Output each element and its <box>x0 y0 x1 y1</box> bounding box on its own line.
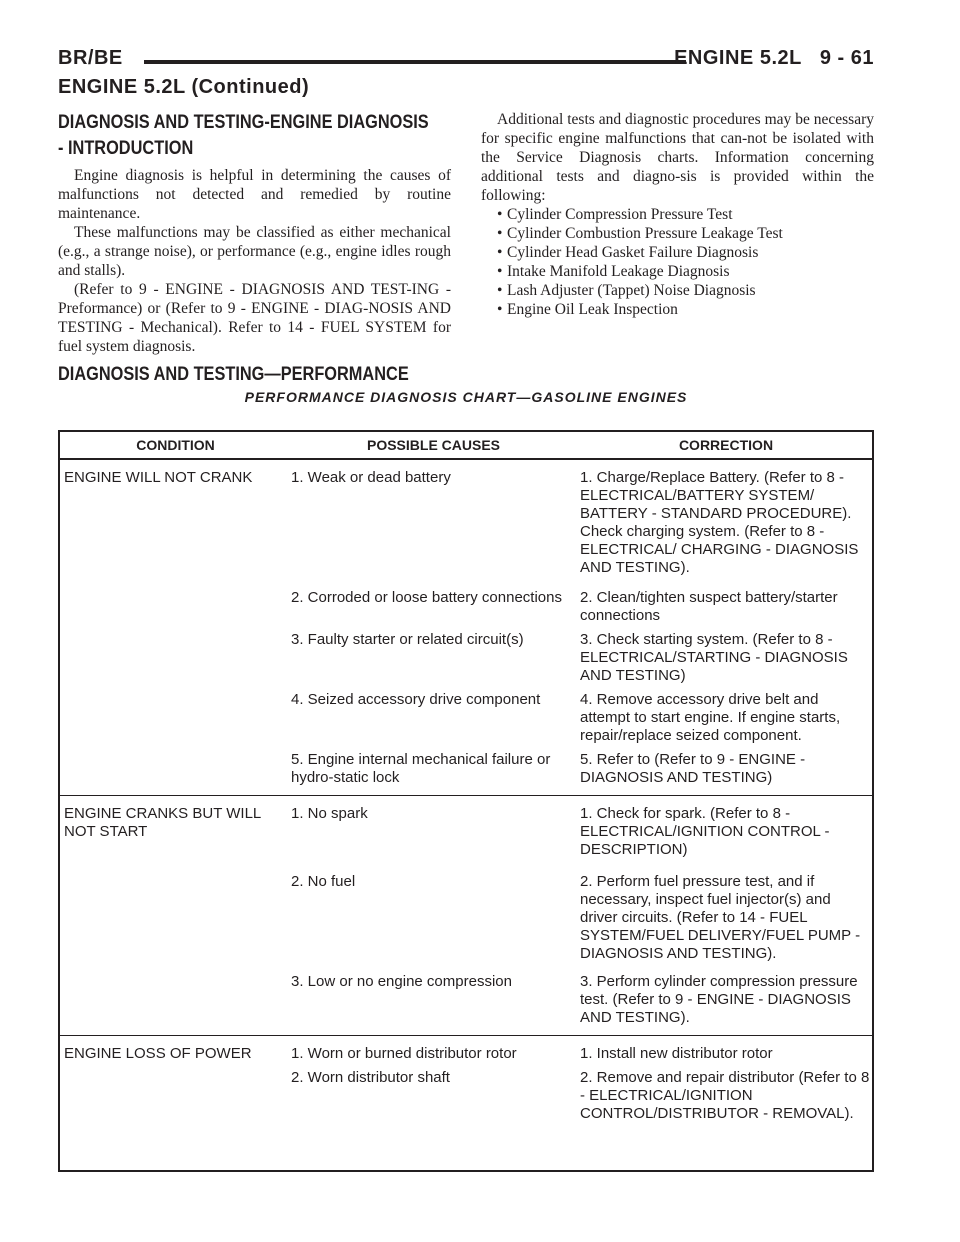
condition-group-no-crank <box>60 460 872 796</box>
cause-cell: 5. Engine internal mechanical failure or hydro-static lock <box>291 751 551 786</box>
correction-cell: 4. Remove accessory drive belt and attempt to start engine. If engine starts, repair/replace seized component. <box>580 691 841 744</box>
table-row <box>60 1045 872 1063</box>
column-header-causes: POSSIBLE CAUSES <box>366 437 501 453</box>
bullet-icon: • <box>497 263 503 280</box>
cause-cell: 1. No spark <box>291 805 368 822</box>
header-right <box>674 47 874 70</box>
cause-cell: 1. Weak or dead battery <box>291 469 451 486</box>
cause-cell: 2. No fuel <box>291 873 356 890</box>
intro-paragraph-4: Additional tests and diagnostic procedures may be necessary for specific engine malfunctions that can-not be isolated with the Service Diagnosis charts. Information concerning additional tests and diagno-sis is provided within the following: <box>481 111 874 204</box>
condition-group-loss-of-power <box>60 1036 872 1131</box>
test-list <box>481 205 874 319</box>
correction-cell: 2. Remove and repair distributor (Refer to 8 - ELECTRICAL/IGNITION CONTROL/DISTRIBUTOR - REMOVAL). <box>580 1069 870 1122</box>
table-row <box>60 973 872 1027</box>
bullet-icon: • <box>497 301 503 318</box>
bullet-icon: • <box>497 206 503 223</box>
intro-left-column <box>58 110 451 356</box>
intro-paragraph-1: Engine diagnosis is helpful in determining the causes of malfunctions not detected and remedied by routine maintenance. <box>58 167 451 222</box>
condition-group-no-start <box>60 796 872 1036</box>
page-header <box>58 43 874 73</box>
list-item: • Cylinder Compression Pressure Test <box>497 206 733 223</box>
header-rule <box>144 60 686 64</box>
continued-heading: ENGINE 5.2L (Continued) <box>58 76 310 98</box>
correction-cell: 1. Charge/Replace Battery. (Refer to 8 - ELECTRICAL/BATTERY SYSTEM/ BATTERY - STANDARD PROCEDURE). Check charging system. (Refer to 8 - ELECTRICAL/ CHARGING - DIAGNOSIS AND TESTING). <box>580 469 859 576</box>
list-item: • Cylinder Head Gasket Failure Diagnosis <box>497 244 759 261</box>
correction-cell: 1. Install new distributor rotor <box>580 1045 773 1062</box>
condition-cell: ENGINE WILL NOT CRANK <box>64 469 253 486</box>
table-row <box>60 631 872 685</box>
table-row <box>60 751 872 787</box>
cause-cell: 1. Worn or burned distributor rotor <box>291 1045 517 1062</box>
condition-cell: ENGINE CRANKS BUT WILL NOT START <box>64 805 261 840</box>
diagnosis-table <box>58 430 874 1172</box>
intro-paragraph-3: (Refer to 9 - ENGINE - DIAGNOSIS AND TEST-ING - Preformance) or (Refer to 9 - ENGINE - DIAG-NOSIS AND TESTING - Mechanical). Refer to 14 - FUEL SYSTEM for fuel system diagnosis. <box>58 281 451 355</box>
list-item: • Engine Oil Leak Inspection <box>497 301 678 318</box>
list-item: • Cylinder Combustion Pressure Leakage Test <box>497 225 783 242</box>
section-name: ENGINE 5.2L <box>674 47 802 69</box>
intro-paragraph-2: These malfunctions may be classified as either mechanical (e.g., a strange noise), or performance (e.g., engine idles rough and stalls). <box>58 224 451 279</box>
table-row <box>60 873 872 963</box>
condition-cell: ENGINE LOSS OF POWER <box>64 1045 252 1062</box>
cause-cell: 2. Worn distributor shaft <box>291 1069 450 1086</box>
performance-title: DIAGNOSIS AND TESTING—PERFORMANCE <box>58 364 409 385</box>
table-row <box>60 691 872 745</box>
table-row <box>60 589 872 625</box>
model-code: BR/BE <box>58 47 123 69</box>
cause-cell: 3. Faulty starter or related circuit(s) <box>291 631 524 648</box>
correction-cell: 5. Refer to (Refer to 9 - ENGINE - DIAGNOSIS AND TESTING) <box>580 751 806 786</box>
bullet-icon: • <box>497 225 503 242</box>
correction-cell: 3. Check starting system. (Refer to 8 - ELECTRICAL/STARTING - DIAGNOSIS AND TESTING) <box>580 631 848 684</box>
list-item: • Lash Adjuster (Tappet) Noise Diagnosis <box>497 282 756 299</box>
cause-cell: 3. Low or no engine compression <box>291 973 512 990</box>
table-row <box>60 469 872 577</box>
intro-right-column <box>481 110 874 319</box>
intro-title-line1: DIAGNOSIS AND TESTING-ENGINE DIAGNOSIS <box>58 112 429 133</box>
table-row <box>60 805 872 859</box>
table-header <box>60 432 872 460</box>
chart-title: PERFORMANCE DIAGNOSIS CHART—GASOLINE ENGINES <box>244 389 688 405</box>
column-header-correction: CORRECTION <box>678 437 774 453</box>
correction-cell: 3. Perform cylinder compression pressure test. (Refer to 9 - ENGINE - DIAGNOSIS AND TESTING). <box>580 973 858 1026</box>
bullet-icon: • <box>497 282 503 299</box>
table-row <box>60 1069 872 1123</box>
correction-cell: 1. Check for spark. (Refer to 8 - ELECTRICAL/IGNITION CONTROL - DESCRIPTION) <box>580 805 830 858</box>
cause-cell: 4. Seized accessory drive component <box>291 691 541 708</box>
intro-title-line2: - INTRODUCTION <box>58 138 194 159</box>
list-item: • Intake Manifold Leakage Diagnosis <box>497 263 730 280</box>
correction-cell: 2. Perform fuel pressure test, and if necessary, inspect fuel injector(s) and driver circuits. (Refer to 14 - FUEL SYSTEM/FUEL DELIVERY/FUEL PUMP - DIAGNOSIS AND TESTING). <box>580 873 861 962</box>
cause-cell: 2. Corroded or loose battery connections <box>291 589 562 606</box>
column-header-condition: CONDITION <box>136 437 215 453</box>
page-number: 9 - 61 <box>819 47 874 69</box>
bullet-icon: • <box>497 244 503 261</box>
correction-cell: 2. Clean/tighten suspect battery/starter connections <box>580 589 838 624</box>
